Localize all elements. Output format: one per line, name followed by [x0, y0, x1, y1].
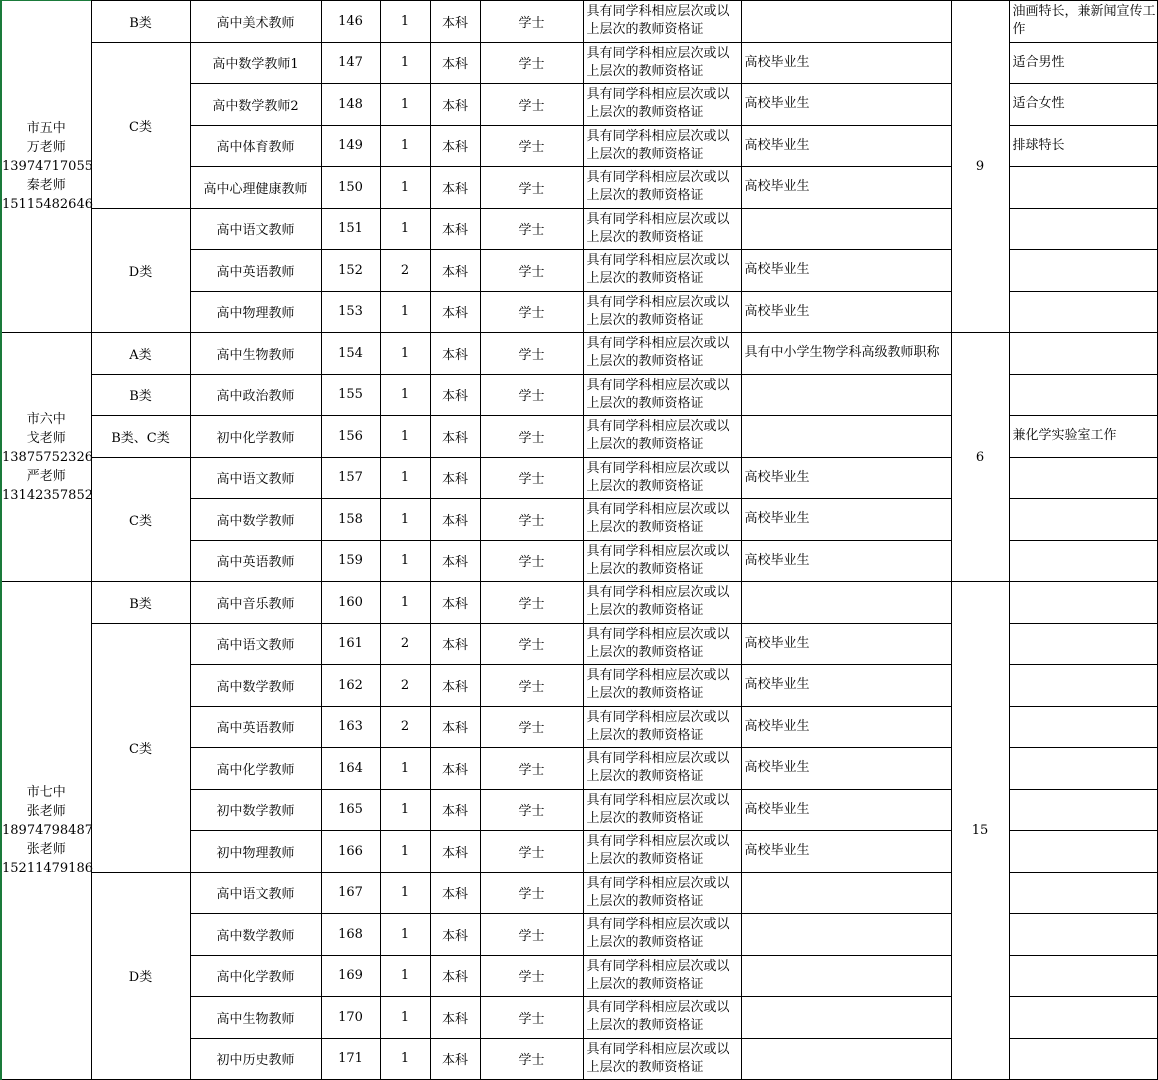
post-name-cell: 高中语文教师	[190, 872, 321, 914]
degree-cell: 学士	[480, 1038, 583, 1080]
remark-cell	[1009, 831, 1157, 873]
degree-cell: 学士	[480, 540, 583, 582]
post-name-cell: 高中物理教师	[190, 291, 321, 333]
post-name-cell: 高中体育教师	[190, 125, 321, 167]
degree-cell: 学士	[480, 1, 583, 43]
post-name-cell: 高中英语教师	[190, 706, 321, 748]
quota-cell: 1	[380, 42, 430, 84]
post-code-cell: 156	[321, 416, 380, 458]
qualification-cell: 具有同学科相应层次或以上层次的教师资格证	[583, 540, 741, 582]
qualification-cell: 具有同学科相应层次或以上层次的教师资格证	[583, 706, 741, 748]
category-cell: B类	[91, 1, 190, 43]
requirement-cell: 高校毕业生	[741, 457, 951, 499]
requirement-cell: 高校毕业生	[741, 125, 951, 167]
post-code-cell: 150	[321, 167, 380, 209]
education-cell: 本科	[430, 955, 480, 997]
requirement-cell: 高校毕业生	[741, 831, 951, 873]
unit-name: 市五中	[26, 121, 66, 136]
qualification-cell: 具有同学科相应层次或以上层次的教师资格证	[583, 333, 741, 375]
quota-cell: 1	[380, 748, 430, 790]
post-name-cell: 高中数学教师2	[190, 84, 321, 126]
unit-name: 市七中	[26, 785, 66, 800]
quota-cell: 1	[380, 374, 430, 416]
education-cell: 本科	[430, 499, 480, 541]
quota-cell: 1	[380, 955, 430, 997]
post-name-cell: 高中语文教师	[190, 623, 321, 665]
education-cell: 本科	[430, 665, 480, 707]
degree-cell: 学士	[480, 914, 583, 956]
degree-cell: 学士	[480, 416, 583, 458]
qualification-cell: 具有同学科相应层次或以上层次的教师资格证	[583, 789, 741, 831]
qualification-cell: 具有同学科相应层次或以上层次的教师资格证	[583, 457, 741, 499]
qualification-cell: 具有同学科相应层次或以上层次的教师资格证	[583, 955, 741, 997]
post-name-cell: 高中化学教师	[190, 955, 321, 997]
degree-cell: 学士	[480, 167, 583, 209]
qualification-cell: 具有同学科相应层次或以上层次的教师资格证	[583, 499, 741, 541]
quota-cell: 1	[380, 499, 430, 541]
requirement-cell: 高校毕业生	[741, 665, 951, 707]
post-code-cell: 148	[321, 84, 380, 126]
post-code-cell: 167	[321, 872, 380, 914]
quota-cell: 1	[380, 997, 430, 1039]
quota-cell: 1	[380, 914, 430, 956]
contact-line: 13875752326	[2, 449, 93, 465]
quota-cell: 1	[380, 582, 430, 624]
qualification-cell: 具有同学科相应层次或以上层次的教师资格证	[583, 374, 741, 416]
requirement-cell: 高校毕业生	[741, 789, 951, 831]
requirement-cell: 高校毕业生	[741, 499, 951, 541]
qualification-cell: 具有同学科相应层次或以上层次的教师资格证	[583, 1, 741, 43]
post-name-cell: 初中历史教师	[190, 1038, 321, 1080]
requirement-cell	[741, 914, 951, 956]
contact-line: 13974717055	[2, 159, 93, 174]
post-name-cell: 初中化学教师	[190, 416, 321, 458]
qualification-cell: 具有同学科相应层次或以上层次的教师资格证	[583, 416, 741, 458]
unit-total-cell: 15	[951, 582, 1009, 1080]
post-code-cell: 149	[321, 125, 380, 167]
degree-cell: 学士	[480, 499, 583, 541]
post-name-cell: 高中美术教师	[190, 1, 321, 43]
unit-name: 市六中	[26, 411, 66, 427]
table-row	[1, 333, 1157, 375]
degree-cell: 学士	[480, 955, 583, 997]
requirement-cell	[741, 1, 951, 43]
requirement-cell: 高校毕业生	[741, 291, 951, 333]
education-cell: 本科	[430, 374, 480, 416]
remark-cell	[1009, 665, 1157, 707]
requirement-cell: 高校毕业生	[741, 84, 951, 126]
contact-line: 秦老师	[26, 178, 66, 193]
education-cell: 本科	[430, 997, 480, 1039]
requirement-cell: 高校毕业生	[741, 623, 951, 665]
post-code-cell: 161	[321, 623, 380, 665]
post-code-cell: 168	[321, 914, 380, 956]
contact-line: 15115482646	[2, 197, 93, 212]
post-name-cell: 高中数学教师	[190, 914, 321, 956]
post-name-cell: 高中数学教师1	[190, 42, 321, 84]
post-code-cell: 169	[321, 955, 380, 997]
post-code-cell: 159	[321, 540, 380, 582]
remark-cell	[1009, 582, 1157, 624]
contact-line: 18974798487	[2, 823, 93, 838]
category-cell: C类	[91, 623, 190, 872]
remark-cell	[1009, 872, 1157, 914]
qualification-cell: 具有同学科相应层次或以上层次的教师资格证	[583, 291, 741, 333]
table-row	[1, 582, 1157, 624]
education-cell: 本科	[430, 457, 480, 499]
post-code-cell: 165	[321, 789, 380, 831]
contact-line: 15211479186	[2, 861, 93, 876]
table-body	[1, 1, 1157, 1080]
education-cell: 本科	[430, 291, 480, 333]
degree-cell: 学士	[480, 374, 583, 416]
post-code-cell: 164	[321, 748, 380, 790]
quota-cell: 2	[380, 706, 430, 748]
category-cell: B类	[91, 374, 190, 416]
degree-cell: 学士	[480, 872, 583, 914]
education-cell: 本科	[430, 582, 480, 624]
requirement-cell: 高校毕业生	[741, 540, 951, 582]
post-name-cell: 高中语文教师	[190, 208, 321, 250]
requirement-cell: 高校毕业生	[741, 167, 951, 209]
remark-cell	[1009, 955, 1157, 997]
education-cell: 本科	[430, 42, 480, 84]
post-code-cell: 166	[321, 831, 380, 873]
remark-cell	[1009, 623, 1157, 665]
degree-cell: 学士	[480, 250, 583, 292]
remark-cell	[1009, 291, 1157, 333]
post-name-cell: 高中心理健康教师	[190, 167, 321, 209]
qualification-cell: 具有同学科相应层次或以上层次的教师资格证	[583, 997, 741, 1039]
post-name-cell: 高中英语教师	[190, 250, 321, 292]
requirement-cell	[741, 374, 951, 416]
quota-cell: 1	[380, 789, 430, 831]
post-code-cell: 170	[321, 997, 380, 1039]
category-cell: C类	[91, 42, 190, 208]
remark-cell	[1009, 997, 1157, 1039]
post-code-cell: 146	[321, 1, 380, 43]
education-cell: 本科	[430, 84, 480, 126]
quota-cell: 1	[380, 872, 430, 914]
post-name-cell: 高中生物教师	[190, 333, 321, 375]
post-code-cell: 152	[321, 250, 380, 292]
requirement-cell: 高校毕业生	[741, 250, 951, 292]
requirement-cell	[741, 1038, 951, 1080]
post-name-cell: 初中数学教师	[190, 789, 321, 831]
post-name-cell: 高中音乐教师	[190, 582, 321, 624]
quota-cell: 1	[380, 167, 430, 209]
quota-cell: 2	[380, 623, 430, 665]
remark-cell	[1009, 540, 1157, 582]
post-code-cell: 147	[321, 42, 380, 84]
degree-cell: 学士	[480, 789, 583, 831]
education-cell: 本科	[430, 1, 480, 43]
education-cell: 本科	[430, 831, 480, 873]
category-cell: C类	[91, 457, 190, 582]
remark-cell	[1009, 1038, 1157, 1080]
post-name-cell: 高中语文教师	[190, 457, 321, 499]
education-cell: 本科	[430, 789, 480, 831]
qualification-cell: 具有同学科相应层次或以上层次的教师资格证	[583, 1038, 741, 1080]
quota-cell: 1	[380, 84, 430, 126]
quota-cell: 1	[380, 831, 430, 873]
qualification-cell: 具有同学科相应层次或以上层次的教师资格证	[583, 167, 741, 209]
remark-cell	[1009, 789, 1157, 831]
requirement-cell	[741, 416, 951, 458]
qualification-cell: 具有同学科相应层次或以上层次的教师资格证	[583, 208, 741, 250]
contact-line: 戈老师	[26, 430, 66, 446]
unit-contact-cell	[1, 1, 91, 333]
degree-cell: 学士	[480, 997, 583, 1039]
degree-cell: 学士	[480, 291, 583, 333]
remark-cell	[1009, 333, 1157, 375]
remark-cell	[1009, 499, 1157, 541]
remark-cell: 适合男性	[1009, 42, 1157, 84]
quota-cell: 1	[380, 416, 430, 458]
degree-cell: 学士	[480, 457, 583, 499]
education-cell: 本科	[430, 540, 480, 582]
quota-cell: 1	[380, 333, 430, 375]
remark-cell: 适合女性	[1009, 84, 1157, 126]
qualification-cell: 具有同学科相应层次或以上层次的教师资格证	[583, 748, 741, 790]
quota-cell: 1	[380, 540, 430, 582]
quota-cell: 1	[380, 208, 430, 250]
unit-total-cell: 9	[951, 1, 1009, 333]
qualification-cell: 具有同学科相应层次或以上层次的教师资格证	[583, 250, 741, 292]
post-name-cell: 初中物理教师	[190, 831, 321, 873]
post-name-cell: 高中政治教师	[190, 374, 321, 416]
qualification-cell: 具有同学科相应层次或以上层次的教师资格证	[583, 914, 741, 956]
remark-cell	[1009, 250, 1157, 292]
quota-cell: 1	[380, 1038, 430, 1080]
education-cell: 本科	[430, 748, 480, 790]
quota-cell: 1	[380, 457, 430, 499]
qualification-cell: 具有同学科相应层次或以上层次的教师资格证	[583, 125, 741, 167]
post-code-cell: 162	[321, 665, 380, 707]
qualification-cell: 具有同学科相应层次或以上层次的教师资格证	[583, 582, 741, 624]
education-cell: 本科	[430, 706, 480, 748]
quota-cell: 1	[380, 125, 430, 167]
contact-line: 万老师	[26, 140, 66, 155]
unit-contact-cell	[1, 333, 91, 582]
post-code-cell: 153	[321, 291, 380, 333]
post-code-cell: 158	[321, 499, 380, 541]
remark-cell	[1009, 748, 1157, 790]
remark-cell: 排球特长	[1009, 125, 1157, 167]
qualification-cell: 具有同学科相应层次或以上层次的教师资格证	[583, 665, 741, 707]
qualification-cell: 具有同学科相应层次或以上层次的教师资格证	[583, 831, 741, 873]
unit-contact-cell	[1, 582, 91, 1080]
contact-line: 张老师	[26, 804, 66, 819]
post-code-cell: 160	[321, 582, 380, 624]
remark-cell: 兼化学实验室工作	[1009, 416, 1157, 458]
education-cell: 本科	[430, 872, 480, 914]
degree-cell: 学士	[480, 748, 583, 790]
qualification-cell: 具有同学科相应层次或以上层次的教师资格证	[583, 872, 741, 914]
contact-line: 张老师	[26, 842, 66, 857]
requirement-cell: 高校毕业生	[741, 42, 951, 84]
post-code-cell: 171	[321, 1038, 380, 1080]
requirement-cell: 高校毕业生	[741, 748, 951, 790]
requirement-cell	[741, 208, 951, 250]
remark-cell	[1009, 208, 1157, 250]
requirement-cell	[741, 582, 951, 624]
contact-line: 严老师	[26, 468, 66, 484]
category-cell: A类	[91, 333, 190, 375]
degree-cell: 学士	[480, 582, 583, 624]
remark-cell	[1009, 706, 1157, 748]
education-cell: 本科	[430, 416, 480, 458]
education-cell: 本科	[430, 914, 480, 956]
quota-cell: 2	[380, 665, 430, 707]
post-code-cell: 157	[321, 457, 380, 499]
unit-total-cell: 6	[951, 333, 1009, 582]
requirement-cell	[741, 997, 951, 1039]
category-cell: D类	[91, 872, 190, 1080]
post-name-cell: 高中英语教师	[190, 540, 321, 582]
requirement-cell	[741, 872, 951, 914]
qualification-cell: 具有同学科相应层次或以上层次的教师资格证	[583, 623, 741, 665]
degree-cell: 学士	[480, 623, 583, 665]
qualification-cell: 具有同学科相应层次或以上层次的教师资格证	[583, 84, 741, 126]
requirement-cell	[741, 955, 951, 997]
category-cell: B类、C类	[91, 416, 190, 458]
category-cell: B类	[91, 582, 190, 624]
post-name-cell: 高中数学教师	[190, 665, 321, 707]
post-code-cell: 154	[321, 333, 380, 375]
degree-cell: 学士	[480, 333, 583, 375]
post-code-cell: 151	[321, 208, 380, 250]
post-name-cell: 高中化学教师	[190, 748, 321, 790]
degree-cell: 学士	[480, 831, 583, 873]
degree-cell: 学士	[480, 665, 583, 707]
degree-cell: 学士	[480, 84, 583, 126]
contact-line: 13142357852	[2, 487, 93, 503]
post-name-cell: 高中生物教师	[190, 997, 321, 1039]
requirement-cell: 高校毕业生	[741, 706, 951, 748]
requirement-cell: 具有中小学生物学科高级教师职称	[741, 333, 951, 375]
table-row	[1, 1, 1157, 43]
education-cell: 本科	[430, 167, 480, 209]
degree-cell: 学士	[480, 125, 583, 167]
education-cell: 本科	[430, 623, 480, 665]
post-code-cell: 163	[321, 706, 380, 748]
quota-cell: 1	[380, 291, 430, 333]
remark-cell	[1009, 374, 1157, 416]
remark-cell	[1009, 457, 1157, 499]
remark-cell	[1009, 167, 1157, 209]
post-code-cell: 155	[321, 374, 380, 416]
education-cell: 本科	[430, 250, 480, 292]
education-cell: 本科	[430, 208, 480, 250]
qualification-cell: 具有同学科相应层次或以上层次的教师资格证	[583, 42, 741, 84]
remark-cell: 油画特长，兼新闻宣传工作	[1009, 1, 1157, 43]
degree-cell: 学士	[480, 706, 583, 748]
education-cell: 本科	[430, 125, 480, 167]
degree-cell: 学士	[480, 42, 583, 84]
quota-cell: 1	[380, 1, 430, 43]
education-cell: 本科	[430, 333, 480, 375]
post-name-cell: 高中数学教师	[190, 499, 321, 541]
remark-cell	[1009, 914, 1157, 956]
category-cell: D类	[91, 208, 190, 333]
education-cell: 本科	[430, 1038, 480, 1080]
quota-cell: 2	[380, 250, 430, 292]
degree-cell: 学士	[480, 208, 583, 250]
